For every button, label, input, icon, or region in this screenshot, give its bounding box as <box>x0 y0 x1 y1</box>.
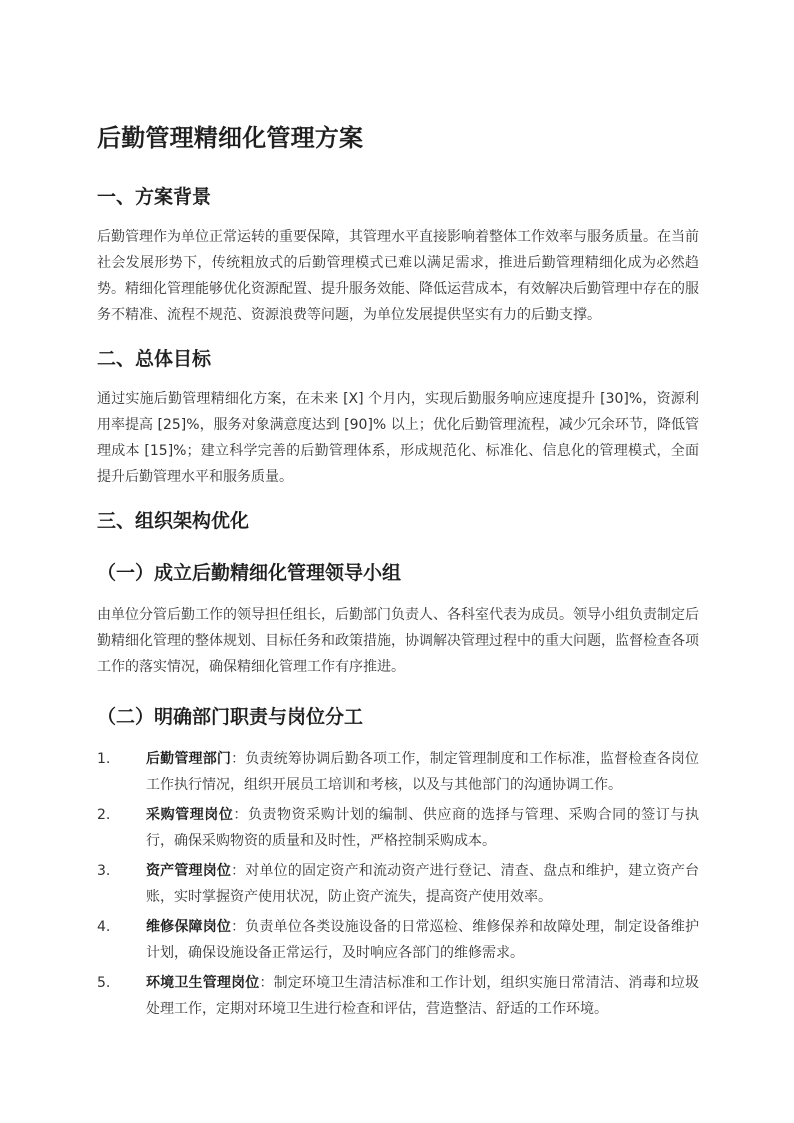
section-heading: 一、方案背景 <box>97 186 212 208</box>
list-item-text: ：负责单位各类设施设备的日常巡检、维修保养和故障处理，制定设备维护计划，确保设施设备正常运行，及时响应各部门的维修需求。 <box>146 919 700 961</box>
list-item <box>97 802 699 854</box>
list-item-text: ：负责物资采购计划的编制、供应商的选择与管理、采购合同的签订与执行，确保采购物资的质量和及时性，严格控制采购成本。 <box>146 807 699 849</box>
list-item-number: 1. <box>97 751 111 767</box>
list-item <box>97 970 699 1022</box>
subsection-heading: （二）明确部门职责与岗位分工 <box>97 706 364 728</box>
subsection-heading: （一）成立后勤精细化管理领导小组 <box>97 562 402 584</box>
list-item-term: 资产管理岗位 <box>146 863 232 879</box>
list-item-number: 2. <box>97 807 111 823</box>
section-heading: 二、总体目标 <box>97 348 212 370</box>
list-item-text: ：制定环境卫生清洁标准和工作计划，组织实施日常清洁、消毒和垃圾处理工作，定期对环境卫生进行检查和评估，营造整洁、舒适的工作环境。 <box>146 975 700 1017</box>
list-item-term: 后勤管理部门 <box>146 751 232 767</box>
section-background <box>97 182 699 328</box>
list-item-term: 环境卫生管理岗位 <box>146 975 260 991</box>
duties-list <box>97 746 699 1022</box>
list-item <box>97 746 699 798</box>
document-title: 后勤管理精细化管理方案 <box>97 124 364 152</box>
section-heading: 三、组织架构优化 <box>97 510 250 532</box>
section-paragraph: 通过实施后勤管理精细化方案，在未来 [X] 个月内，实现后勤服务响应速度提升 [30]%，资源利用率提高 [25]%，服务对象满意度达到 [90]% 以上；优化后勤管理流程，减少冗余环节，降低管理成本 [15]%；建立科学完善的后勤管理体系，形成规范化、标准化、信息化的管理模式，全面提升后勤管理水平和服务质量。 <box>97 391 699 485</box>
list-item <box>97 914 699 966</box>
subsection-leadership-group <box>97 558 699 680</box>
section-organization <box>97 506 699 1022</box>
subsection-duties <box>97 702 699 1022</box>
list-item-number: 3. <box>97 863 111 879</box>
subsection-paragraph: 由单位分管后勤工作的领导担任组长，后勤部门负责人、各科室代表为成员。领导小组负责制定后勤精细化管理的整体规划、目标任务和政策措施，协调解决管理过程中的重大问题，监督检查各项工作的落实情况，确保精细化管理工作有序推进。 <box>97 607 699 675</box>
list-item <box>97 858 699 910</box>
section-goals <box>97 344 699 490</box>
list-item-number: 5. <box>97 975 111 991</box>
section-paragraph: 后勤管理作为单位正常运转的重要保障，其管理水平直接影响着整体工作效率与服务质量。在当前社会发展形势下，传统粗放式的后勤管理模式已难以满足需求，推进后勤管理精细化成为必然趋势。精细化管理能够优化资源配置、提升服务效能、降低运营成本，有效解决后勤管理中存在的服务不精准、流程不规范、资源浪费等问题，为单位发展提供坚实有力的后勤支撑。 <box>97 229 699 323</box>
list-item-term: 采购管理岗位 <box>146 807 234 823</box>
list-item-term: 维修保障岗位 <box>146 919 232 935</box>
list-item-text: ：负责统筹协调后勤各项工作，制定管理制度和工作标准，监督检查各岗位工作执行情况，组织开展员工培训和考核，以及与其他部门的沟通协调工作。 <box>146 751 700 793</box>
list-item-text: ：对单位的固定资产和流动资产进行登记、清查、盘点和维护，建立资产台账，实时掌握资产使用状况，防止资产流失，提高资产使用效率。 <box>146 863 700 905</box>
list-item-number: 4. <box>97 919 111 935</box>
